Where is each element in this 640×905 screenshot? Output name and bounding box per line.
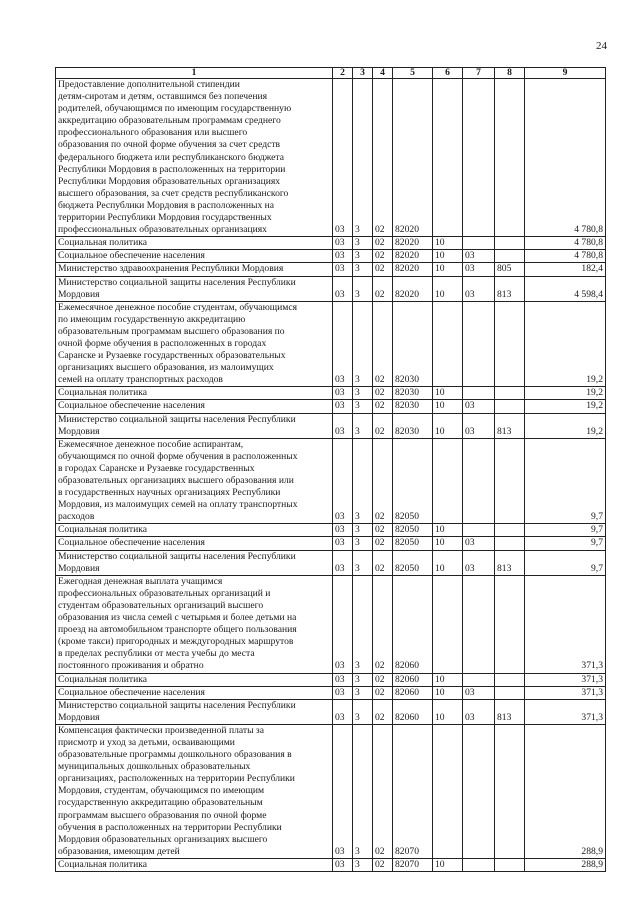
cell-col-6: 10 — [433, 550, 463, 575]
cell-col-3: 3 — [353, 550, 373, 575]
cell-col-5: 82030 — [393, 387, 433, 400]
row-description: Социальное обеспечение населения — [56, 400, 333, 413]
cell-col-2: 03 — [333, 237, 353, 250]
header-cell: 5 — [393, 68, 433, 79]
cell-col-4: 02 — [373, 263, 393, 276]
cell-col-6: 10 — [433, 673, 463, 686]
cell-col-5: 82050 — [393, 537, 433, 550]
cell-col-6 — [433, 79, 463, 237]
cell-col-8 — [495, 673, 525, 686]
cell-col-8 — [495, 724, 525, 858]
row-description: Министерство социальной защиты населения Республики Мордовия — [56, 413, 333, 438]
cell-col-5: 82030 — [393, 301, 433, 387]
row-description: Социальная политика — [56, 524, 333, 537]
row-amount: 9,7 — [525, 438, 606, 524]
cell-col-6: 10 — [433, 413, 463, 438]
cell-col-5: 82070 — [393, 724, 433, 858]
row-amount: 4 780,8 — [525, 237, 606, 250]
cell-col-3: 3 — [353, 724, 373, 858]
cell-col-5: 82060 — [393, 686, 433, 699]
cell-col-5: 82060 — [393, 699, 433, 724]
budget-table — [55, 67, 606, 872]
table-row — [56, 699, 606, 724]
cell-col-2: 03 — [333, 550, 353, 575]
header-row — [56, 68, 606, 79]
row-amount: 371,3 — [525, 686, 606, 699]
header-cell: 3 — [353, 68, 373, 79]
page-number: 24 — [596, 40, 607, 52]
cell-col-2: 03 — [333, 537, 353, 550]
cell-col-3: 3 — [353, 237, 373, 250]
cell-col-3: 3 — [353, 301, 373, 387]
cell-col-7 — [463, 858, 495, 871]
cell-col-4: 02 — [373, 524, 393, 537]
row-description: Социальная политика — [56, 673, 333, 686]
cell-col-3: 3 — [353, 387, 373, 400]
header-cell: 1 — [56, 68, 333, 79]
header-cell: 7 — [463, 68, 495, 79]
cell-col-7 — [463, 301, 495, 387]
header-cell: 8 — [495, 68, 525, 79]
cell-col-4: 02 — [373, 79, 393, 237]
cell-col-2: 03 — [333, 387, 353, 400]
table-row — [56, 550, 606, 575]
row-amount: 19,2 — [525, 387, 606, 400]
row-amount: 19,2 — [525, 400, 606, 413]
row-amount: 371,3 — [525, 699, 606, 724]
cell-col-3: 3 — [353, 524, 373, 537]
header-cell: 9 — [525, 68, 606, 79]
cell-col-5: 82050 — [393, 550, 433, 575]
row-amount: 288,9 — [525, 724, 606, 858]
cell-col-7 — [463, 673, 495, 686]
cell-col-2: 03 — [333, 724, 353, 858]
row-amount: 371,3 — [525, 575, 606, 673]
cell-col-6: 10 — [433, 237, 463, 250]
cell-col-7: 03 — [463, 400, 495, 413]
cell-col-6 — [433, 724, 463, 858]
cell-col-3: 3 — [353, 673, 373, 686]
row-amount: 4 598,4 — [525, 276, 606, 301]
cell-col-2: 03 — [333, 276, 353, 301]
cell-col-2: 03 — [333, 263, 353, 276]
cell-col-4: 02 — [373, 550, 393, 575]
table-row — [56, 537, 606, 550]
row-description: Министерство социальной защиты населения Республики Мордовия — [56, 699, 333, 724]
cell-col-8 — [495, 686, 525, 699]
cell-col-8 — [495, 537, 525, 550]
table-row — [56, 79, 606, 237]
table-row — [56, 237, 606, 250]
table-row — [56, 263, 606, 276]
cell-col-3: 3 — [353, 400, 373, 413]
cell-col-8 — [495, 250, 525, 263]
cell-col-2: 03 — [333, 301, 353, 387]
cell-col-7 — [463, 724, 495, 858]
row-description: Министерство здравоохранения Республики Мордовия — [56, 263, 333, 276]
cell-col-5: 82050 — [393, 438, 433, 524]
table-row — [56, 724, 606, 858]
cell-col-7 — [463, 438, 495, 524]
table-row — [56, 858, 606, 871]
row-description: Социальная политика — [56, 237, 333, 250]
table-row — [56, 301, 606, 387]
row-description: Социальное обеспечение населения — [56, 250, 333, 263]
cell-col-4: 02 — [373, 400, 393, 413]
cell-col-2: 03 — [333, 413, 353, 438]
row-description: Министерство социальной защиты населения Республики Мордовия — [56, 276, 333, 301]
row-description: Министерство социальной защиты населения Республики Мордовия — [56, 550, 333, 575]
row-description: Социальная политика — [56, 858, 333, 871]
row-amount: 288,9 — [525, 858, 606, 871]
cell-col-4: 02 — [373, 673, 393, 686]
cell-col-3: 3 — [353, 263, 373, 276]
cell-col-7 — [463, 237, 495, 250]
cell-col-6: 10 — [433, 686, 463, 699]
cell-col-8: 805 — [495, 263, 525, 276]
row-description: Предоставление дополнительной стипендии детям-сиротам и детям, оставшимся без попечения родителей, обучающимся по имеющим государственную аккредитацию образовательным программам среднего профессионального образования или высшего образования по очной форме обучения за счет средств федерального бюджета или республиканского бюджета Республики Мордовия в расположенных на территории Республики Мордовия образовательных организациях высшего образования, за счет средств республиканского бюджета Республики Мордовия в расположенных на территории Республики Мордовия государственных профессиональных образовательных организациях — [56, 79, 333, 237]
cell-col-7: 03 — [463, 263, 495, 276]
table-row — [56, 276, 606, 301]
cell-col-8 — [495, 400, 525, 413]
header-cell: 4 — [373, 68, 393, 79]
cell-col-8: 813 — [495, 413, 525, 438]
cell-col-3: 3 — [353, 413, 373, 438]
cell-col-8: 813 — [495, 550, 525, 575]
cell-col-6 — [433, 301, 463, 387]
cell-col-5: 82060 — [393, 575, 433, 673]
row-description: Социальное обеспечение населения — [56, 537, 333, 550]
cell-col-2: 03 — [333, 438, 353, 524]
header-cell: 2 — [333, 68, 353, 79]
cell-col-6 — [433, 438, 463, 524]
table-body — [56, 79, 606, 872]
row-description: Ежегодная денежная выплата учащимся профессиональных образовательных организаций и студентам образовательных организаций высшего образования из числа семей с четырьмя и более детьми на проезд на автомобильном транспорте общего пользования (кроме такси) пригородных и междугородных маршрутов в пределах республики от места учебы до места постоянного проживания и обратно — [56, 575, 333, 673]
row-description: Социальная политика — [56, 387, 333, 400]
cell-col-2: 03 — [333, 858, 353, 871]
row-description: Ежемесячное денежное пособие аспирантам, обучающимся по очной форме обучения в расположенных в городах Саранске и Рузаевке государственных образовательных организациях высшего образования или в государственных научных организациях Республики Мордовия, из малоимущих семей на оплату транспортных расходов — [56, 438, 333, 524]
cell-col-2: 03 — [333, 686, 353, 699]
cell-col-6: 10 — [433, 858, 463, 871]
cell-col-8 — [495, 524, 525, 537]
cell-col-4: 02 — [373, 575, 393, 673]
cell-col-5: 82030 — [393, 400, 433, 413]
cell-col-6: 10 — [433, 263, 463, 276]
row-amount: 371,3 — [525, 673, 606, 686]
cell-col-3: 3 — [353, 438, 373, 524]
cell-col-2: 03 — [333, 699, 353, 724]
cell-col-8 — [495, 575, 525, 673]
cell-col-8: 813 — [495, 699, 525, 724]
cell-col-2: 03 — [333, 524, 353, 537]
cell-col-5: 82070 — [393, 858, 433, 871]
cell-col-4: 02 — [373, 724, 393, 858]
cell-col-8 — [495, 387, 525, 400]
cell-col-5: 82060 — [393, 673, 433, 686]
row-amount: 9,7 — [525, 524, 606, 537]
table-row — [56, 413, 606, 438]
cell-col-3: 3 — [353, 276, 373, 301]
cell-col-6: 10 — [433, 524, 463, 537]
cell-col-6: 10 — [433, 250, 463, 263]
cell-col-6: 10 — [433, 387, 463, 400]
cell-col-7: 03 — [463, 413, 495, 438]
cell-col-8 — [495, 438, 525, 524]
cell-col-5: 82020 — [393, 263, 433, 276]
cell-col-7: 03 — [463, 537, 495, 550]
cell-col-8: 813 — [495, 276, 525, 301]
cell-col-4: 02 — [373, 250, 393, 263]
cell-col-8 — [495, 858, 525, 871]
cell-col-4: 02 — [373, 537, 393, 550]
cell-col-7: 03 — [463, 550, 495, 575]
cell-col-6: 10 — [433, 276, 463, 301]
row-amount: 19,2 — [525, 413, 606, 438]
cell-col-6: 10 — [433, 400, 463, 413]
row-amount: 19,2 — [525, 301, 606, 387]
cell-col-8 — [495, 301, 525, 387]
cell-col-5: 82030 — [393, 413, 433, 438]
cell-col-3: 3 — [353, 686, 373, 699]
cell-col-7 — [463, 79, 495, 237]
cell-col-4: 02 — [373, 699, 393, 724]
cell-col-3: 3 — [353, 250, 373, 263]
cell-col-3: 3 — [353, 79, 373, 237]
cell-col-2: 03 — [333, 400, 353, 413]
cell-col-7: 03 — [463, 276, 495, 301]
row-amount: 9,7 — [525, 550, 606, 575]
row-description: Социальное обеспечение населения — [56, 686, 333, 699]
cell-col-7: 03 — [463, 699, 495, 724]
cell-col-4: 02 — [373, 276, 393, 301]
cell-col-4: 02 — [373, 387, 393, 400]
header-cell: 6 — [433, 68, 463, 79]
cell-col-8 — [495, 79, 525, 237]
cell-col-4: 02 — [373, 413, 393, 438]
cell-col-5: 82020 — [393, 250, 433, 263]
cell-col-3: 3 — [353, 575, 373, 673]
table-row — [56, 250, 606, 263]
cell-col-6: 10 — [433, 699, 463, 724]
table-row — [56, 438, 606, 524]
cell-col-4: 02 — [373, 237, 393, 250]
cell-col-5: 82050 — [393, 524, 433, 537]
cell-col-4: 02 — [373, 301, 393, 387]
cell-col-2: 03 — [333, 79, 353, 237]
cell-col-2: 03 — [333, 250, 353, 263]
row-amount: 182,4 — [525, 263, 606, 276]
cell-col-7 — [463, 524, 495, 537]
table-row — [56, 524, 606, 537]
cell-col-2: 03 — [333, 673, 353, 686]
cell-col-6 — [433, 575, 463, 673]
row-amount: 4 780,8 — [525, 250, 606, 263]
row-description: Ежемесячное денежное пособие студентам, обучающимся по имеющим государственную аккредитацию образовательным программам высшего образования по очной форме обучения в расположенных в городах Саранске и Рузаевке государственных образовательных организациях высшего образования, из малоимущих семей на оплату транспортных расходов — [56, 301, 333, 387]
row-amount: 4 780,8 — [525, 79, 606, 237]
cell-col-3: 3 — [353, 858, 373, 871]
table-row — [56, 400, 606, 413]
cell-col-4: 02 — [373, 686, 393, 699]
cell-col-8 — [495, 237, 525, 250]
cell-col-4: 02 — [373, 858, 393, 871]
cell-col-7 — [463, 387, 495, 400]
cell-col-4: 02 — [373, 438, 393, 524]
cell-col-6: 10 — [433, 537, 463, 550]
table-row — [56, 686, 606, 699]
table-row — [56, 387, 606, 400]
cell-col-7 — [463, 575, 495, 673]
cell-col-2: 03 — [333, 575, 353, 673]
row-amount: 9,7 — [525, 537, 606, 550]
row-description: Компенсация фактически произведенной платы за присмотр и уход за детьми, осваивающими образовательные программы дошкольного образования в муниципальных дошкольных образовательных организациях, расположенных на территории Республики Мордовия, студентам, обучающимся по имеющим государственную аккредитацию образовательным программам высшего образования по очной форме обучения в расположенных на территории Республики Мордовия образовательных организациях высшего образования, имеющим детей — [56, 724, 333, 858]
cell-col-5: 82020 — [393, 237, 433, 250]
cell-col-5: 82020 — [393, 276, 433, 301]
cell-col-3: 3 — [353, 537, 373, 550]
table-row — [56, 575, 606, 673]
cell-col-7: 03 — [463, 686, 495, 699]
table-row — [56, 673, 606, 686]
cell-col-3: 3 — [353, 699, 373, 724]
cell-col-7: 03 — [463, 250, 495, 263]
cell-col-5: 82020 — [393, 79, 433, 237]
